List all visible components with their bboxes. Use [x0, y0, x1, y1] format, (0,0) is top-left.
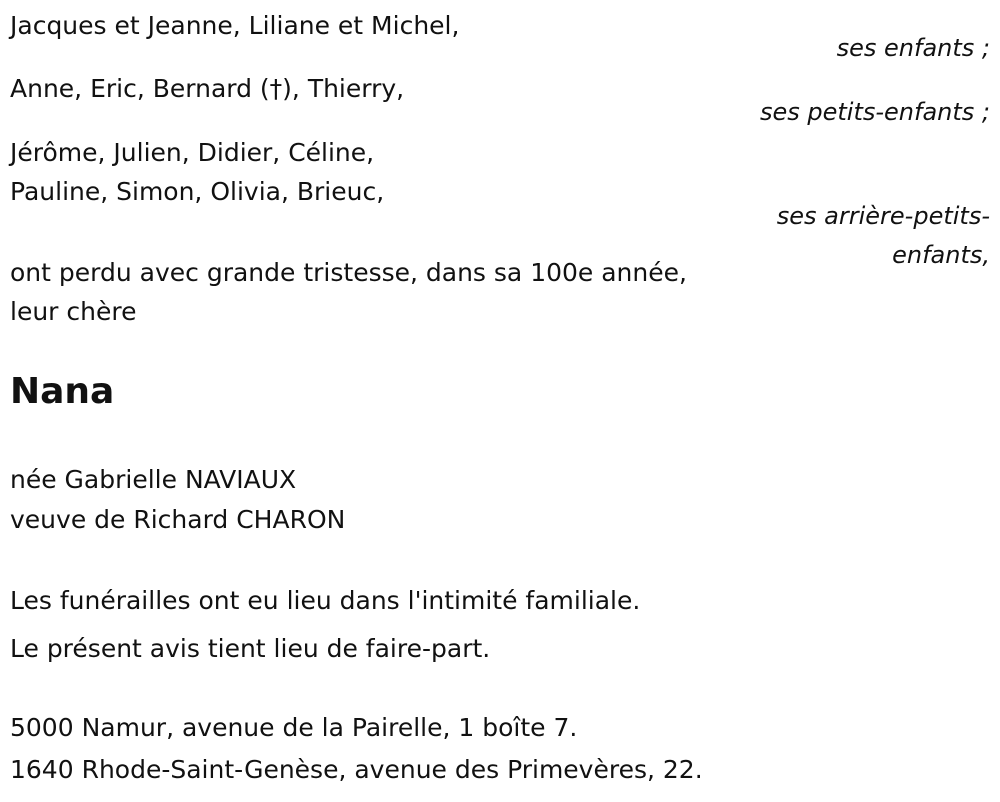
children-role: ses enfants ; [836, 34, 990, 62]
widow-of: veuve de Richard CHARON [10, 505, 346, 534]
great-grandchildren-role-line1: ses arrière-petits- [776, 202, 990, 230]
faire-part-notice: Le présent avis tient lieu de faire-part. [10, 634, 491, 663]
grandchildren-names: Anne, Eric, Bernard (†), Thierry, [10, 74, 405, 103]
address-rhode-saint-genese: 1640 Rhode-Saint-Genèse, avenue des Primevères, 22. [10, 755, 703, 784]
announcement-line1: ont perdu avec grande tristesse, dans sa 100e année, [10, 258, 687, 287]
great-grandchildren-names-line2: Pauline, Simon, Olivia, Brieuc, [10, 177, 385, 206]
funeral-notice: Les funérailles ont eu lieu dans l'intimité familiale. [10, 586, 641, 615]
address-namur: 5000 Namur, avenue de la Pairelle, 1 boîte 7. [10, 713, 578, 742]
children-names: Jacques et Jeanne, Liliane et Michel, [10, 11, 460, 40]
birth-name: née Gabrielle NAVIAUX [10, 465, 297, 494]
grandchildren-role: ses petits-enfants ; [759, 98, 990, 126]
great-grandchildren-names-line1: Jérôme, Julien, Didier, Céline, [10, 138, 375, 167]
great-grandchildren-role-line2: enfants, [892, 241, 990, 269]
deceased-name: Nana [10, 371, 115, 412]
announcement-line2: leur chère [10, 297, 137, 326]
